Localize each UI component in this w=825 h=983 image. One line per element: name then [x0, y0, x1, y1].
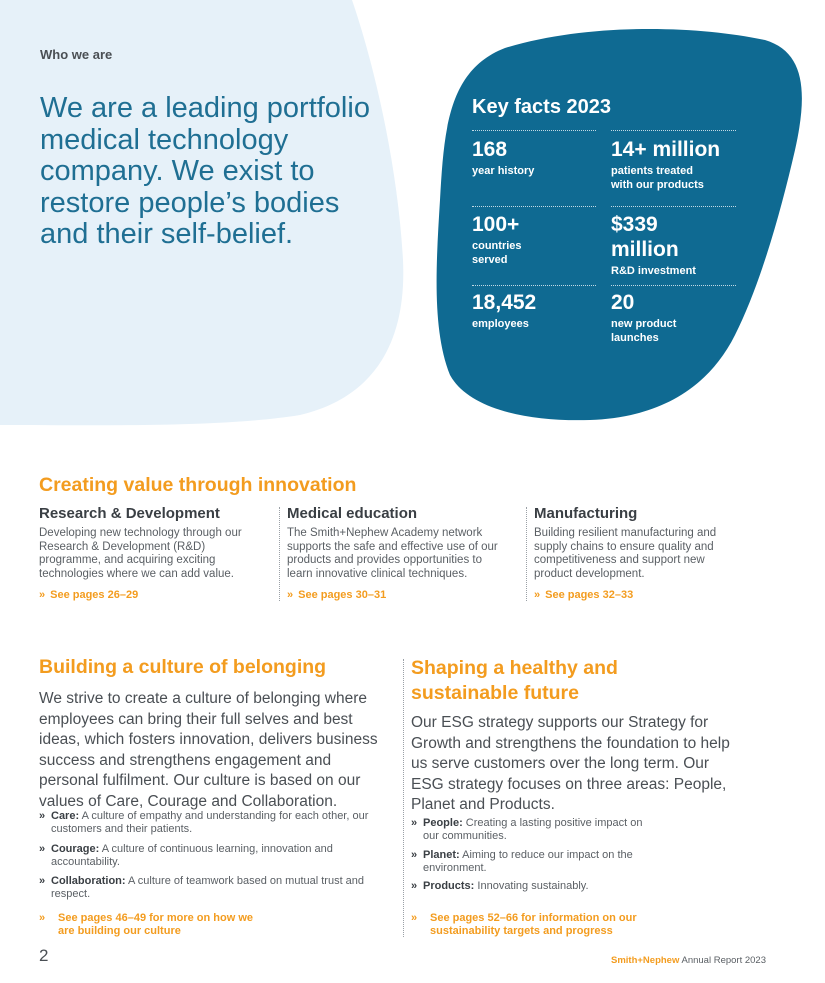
- link-label: See pages 30–31: [298, 589, 387, 601]
- see-pages-link[interactable]: [411, 912, 656, 938]
- innovation-title: Creating value through innovation: [39, 474, 357, 496]
- bullet-item: [39, 875, 384, 901]
- fact-label: R&D investment: [611, 265, 696, 277]
- divider: [611, 130, 736, 131]
- chevron-double-right-icon: »: [39, 589, 45, 601]
- fact-label: new product launches: [611, 318, 677, 344]
- eyebrow-label: Who we are: [40, 47, 113, 62]
- bullet-term: Courage:: [51, 843, 100, 855]
- bullet-text: A culture of continuous learning, innovation and accountability.: [51, 843, 333, 868]
- bullet-text: Innovating sustainably.: [477, 880, 589, 892]
- chevron-double-right-icon: »: [534, 589, 540, 601]
- bullet-text: Aiming to reduce our impact on the environment.: [423, 849, 633, 874]
- report-name: Annual Report 2023: [681, 955, 766, 966]
- bullet-text: Creating a lasting positive impact on our communities.: [423, 817, 643, 842]
- link-label: See pages 46–49 for more on how we are building our culture: [58, 912, 254, 937]
- chevron-double-right-icon: »: [287, 589, 293, 601]
- fact-label: employees: [472, 318, 529, 330]
- see-pages-link[interactable]: [39, 912, 259, 938]
- column-body: The Smith+Nephew Academy network supports the safe and effective use of our products and provides opportunities to learn innovative clinical techniques.: [287, 527, 498, 580]
- sustainable-title: Shaping a healthy and sustainable future: [411, 657, 618, 704]
- belonging-body: We strive to create a culture of belonging where employees can bring their full selves and best ideas, which fosters innovation, delivers business success and strengthens engagement and personal fulfilment. Our culture is based on our values of Care, Courage and Collaboration.: [39, 690, 378, 810]
- fact-countries: [472, 212, 542, 267]
- chevron-double-right-icon: »: [411, 912, 417, 924]
- column-body: Developing new technology through our Research & Development (R&D) programme, and acquiring exciting technologies where we can add value.: [39, 527, 242, 580]
- bullet-marker: »: [39, 875, 46, 887]
- column-heading: Research & Development: [39, 505, 220, 522]
- bullet-item: [411, 880, 656, 893]
- link-label: See pages 52–66 for information on our sustainability targets and progress: [430, 912, 637, 937]
- bullet-item: [39, 843, 344, 869]
- fact-label: patients treated with our products: [611, 165, 704, 191]
- belonging-title: Building a culture of belonging: [39, 656, 327, 678]
- chevron-double-right-icon: »: [39, 912, 45, 924]
- divider: [472, 285, 596, 286]
- fact-rnd: [611, 212, 711, 278]
- section-divider: [403, 659, 404, 937]
- bullet-item: [39, 810, 384, 836]
- brand-name: Smith+Nephew: [610, 955, 680, 966]
- hero-statement: We are a leading portfolio medical technology company. We exist to restore people’s bodies and their self-belief.: [40, 92, 370, 250]
- fact-label: countries served: [472, 240, 522, 266]
- fact-label: year history: [472, 165, 535, 177]
- bullet-marker: »: [39, 843, 46, 855]
- fact-patients: [611, 137, 731, 192]
- bullet-term: Products:: [423, 880, 475, 892]
- link-label: See pages 32–33: [545, 589, 634, 601]
- divider: [611, 206, 736, 207]
- bullet-marker: »: [411, 880, 418, 892]
- bullet-term: People:: [423, 817, 463, 829]
- column-heading: Medical education: [287, 505, 418, 522]
- divider: [472, 206, 596, 207]
- bullet-item: [411, 849, 636, 875]
- page-number: 2: [39, 946, 49, 965]
- column-divider: [279, 507, 280, 601]
- link-label: See pages 26–29: [50, 589, 139, 601]
- column-divider: [526, 507, 527, 601]
- bullet-marker: »: [39, 810, 46, 822]
- bullet-term: Collaboration:: [51, 875, 126, 887]
- bullet-text: A culture of empathy and understanding for each other, our customers and their patients.: [51, 810, 369, 835]
- column-body: Building resilient manufacturing and supply chains to ensure quality and competitiveness and support new product development.: [534, 527, 717, 580]
- bullet-item: [411, 817, 656, 843]
- bullet-term: Care:: [51, 810, 80, 822]
- fact-value: 14+ million: [611, 138, 721, 161]
- footer-credit: [611, 955, 766, 966]
- fact-value: $339 million: [611, 213, 679, 261]
- fact-history: [472, 137, 534, 178]
- see-pages-link[interactable]: [287, 589, 386, 602]
- fact-value: 20: [611, 291, 635, 314]
- divider: [611, 285, 736, 286]
- sustainable-body: Our ESG strategy supports our Strategy for Growth and strengthens the foundation to help us serve customers over the long term. Our ESG strategy focuses on three areas: People, Planet and Products.: [411, 714, 730, 813]
- divider: [472, 130, 596, 131]
- fact-value: 100+: [472, 213, 520, 236]
- bullet-marker: »: [411, 849, 418, 861]
- fact-employees: [472, 290, 536, 331]
- fact-value: 168: [472, 138, 508, 161]
- see-pages-link[interactable]: [534, 589, 633, 602]
- see-pages-link[interactable]: [39, 589, 138, 602]
- key-facts-title: Key facts 2023: [472, 96, 611, 118]
- column-heading: Manufacturing: [534, 505, 638, 522]
- bullet-marker: »: [411, 817, 418, 829]
- fact-value: 18,452: [472, 291, 537, 314]
- bullet-term: Planet:: [423, 849, 460, 861]
- fact-launches: [611, 290, 701, 345]
- bullet-text: A culture of teamwork based on mutual trust and respect.: [51, 875, 365, 900]
